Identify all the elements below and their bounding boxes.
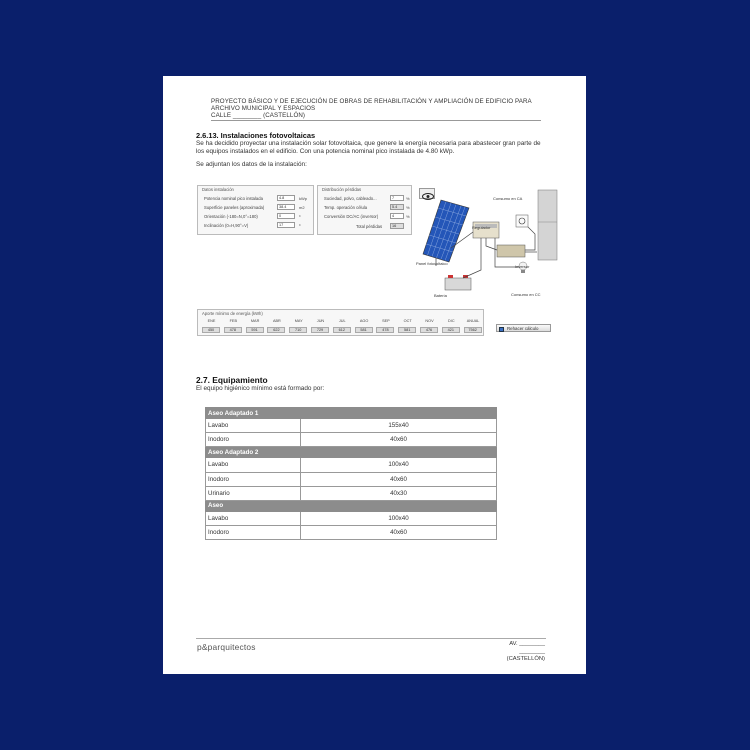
unit-label: % xyxy=(406,196,410,201)
distribucion-perdidas-panel xyxy=(317,185,412,235)
row-label: Potencia nominal pico instalada xyxy=(204,196,263,201)
pv-paragraph: Se ha decidido proyectar una instalación solar fotovoltaica, que genere la energía necesaria para abastecer gran parte de los equipos instalados en el edificio. Con una potencia nominal pico instalada de 4.80 kWp. xyxy=(196,140,541,155)
table-row xyxy=(206,433,497,447)
section-name: Aseo Adaptado 1 xyxy=(206,408,497,419)
inversor-icon xyxy=(497,245,525,257)
energy-month-label: JUN xyxy=(316,319,325,323)
section-name: Aseo xyxy=(206,500,497,511)
datos-instalacion-title: Datos instalación xyxy=(202,187,234,192)
energy-month-label: JUL xyxy=(338,319,346,323)
bateria-label: Batería xyxy=(434,293,447,298)
energy-value: 612 xyxy=(333,327,351,333)
footer-divider xyxy=(196,638,546,639)
installation-diagram xyxy=(411,182,561,304)
energy-value: 581 xyxy=(355,327,373,333)
inclinacion-input[interactable]: 17 xyxy=(277,222,295,228)
footer-address-line-1: AV. ________ xyxy=(509,641,545,647)
equipamiento-intro: El equipo higiénico mínimo está formado por: xyxy=(196,385,325,392)
orientacion-input[interactable]: 0 xyxy=(277,213,295,219)
panel-label: Panel fotovoltaico xyxy=(416,261,448,266)
header-line-1: PROYECTO BÁSICO Y DE EJECUCIÓN DE OBRAS DE REHABILITACIÓN Y AMPLIACIÓN DE EDIFICIO PARA xyxy=(211,98,532,105)
energy-month-label: NOV xyxy=(425,319,434,323)
energy-title: Aporte mínimo de energía (kWh) xyxy=(202,311,263,316)
energy-value: 591 xyxy=(246,327,264,333)
document-page xyxy=(163,76,586,674)
header-line-3: CALLE ________ (CASTELLÓN) xyxy=(211,112,306,120)
table-row xyxy=(206,458,497,472)
row-label: Superficie paneles (aproximada) xyxy=(204,205,265,210)
energy-month-label: ENE xyxy=(207,319,216,323)
section-title-pv: 2.6.13. Instalaciones fotovoltaicas xyxy=(196,131,316,140)
energy-month-label: SEP xyxy=(382,319,390,323)
energy-value: 710 xyxy=(289,327,307,333)
row-label: Orientación (-180=N,0°=180) xyxy=(204,214,258,219)
item-size: 40x60 xyxy=(301,472,497,486)
unit-label: º xyxy=(299,223,301,228)
row-label: Temp. operación célula xyxy=(324,205,368,210)
item-name: Inodoro xyxy=(206,433,301,447)
footer-address-line-2: ________ (CASTELLÓN) xyxy=(506,648,545,663)
unit-label: m2 xyxy=(299,205,305,210)
section-name: Aseo Adaptado 2 xyxy=(206,447,497,458)
table-row xyxy=(206,472,497,486)
total-perdidas-label: Total pérdidas xyxy=(356,224,383,229)
fridge-icon xyxy=(538,190,557,260)
item-size: 40x30 xyxy=(301,486,497,500)
perdidas-title: Distribución pérdidas xyxy=(322,187,362,192)
energy-value: 622 xyxy=(267,327,285,333)
item-size: 100x40 xyxy=(301,458,497,472)
energy-value: 476 xyxy=(420,327,438,333)
energy-month-label: MAY xyxy=(294,319,303,323)
energy-month-label: FEB xyxy=(229,319,237,323)
regulador-label: Regulador xyxy=(472,225,491,230)
document-header xyxy=(211,98,541,120)
energy-value: 478 xyxy=(376,327,394,333)
datos-instalacion-panel xyxy=(197,185,314,235)
item-size: 155x40 xyxy=(301,419,497,433)
table-row xyxy=(206,526,497,540)
energy-value: 7562 xyxy=(464,327,482,333)
bateria-icon xyxy=(445,275,471,290)
temp-operacion-field: 5.4 xyxy=(390,204,404,210)
energy-month-label: DIC xyxy=(448,319,455,323)
energy-month-label: OCT xyxy=(403,319,412,323)
header-line-2: ARCHIVO MUNICIPAL Y ESPACIOS xyxy=(211,105,316,113)
rehacer-calculo-label: Rehacer cálculo xyxy=(507,326,539,331)
section-title-equipamiento: 2.7. Equipamiento xyxy=(196,375,268,385)
footer-logo: p&parquitectos xyxy=(197,642,256,652)
pv-intro: Se adjuntan los datos de la instalación: xyxy=(196,161,307,168)
energy-panel xyxy=(197,309,484,336)
rehacer-calculo-button[interactable] xyxy=(496,324,551,332)
item-size: 40x60 xyxy=(301,433,497,447)
solar-panel-icon xyxy=(423,200,469,266)
energy-value: 581 xyxy=(398,327,416,333)
calculator-icon xyxy=(499,327,504,332)
row-label: Inclinación (0=H,90°=V) xyxy=(204,223,249,228)
energy-value: 478 xyxy=(224,327,242,333)
equipment-table xyxy=(205,407,497,540)
inversor-label: Inversor xyxy=(515,264,530,269)
unit-label: % xyxy=(406,214,410,219)
energy-month-label: ANUAL xyxy=(466,319,480,323)
energy-month-label: ABR xyxy=(272,319,281,323)
total-perdidas-field: 16 xyxy=(390,223,404,229)
superficie-input[interactable]: 38.4 xyxy=(277,204,295,210)
item-name: Lavabo xyxy=(206,419,301,433)
item-name: Inodoro xyxy=(206,472,301,486)
consumo-cc-label: Consumo en CC xyxy=(511,292,541,297)
item-size: 40x60 xyxy=(301,526,497,540)
table-section-header xyxy=(206,500,497,511)
energy-month-label: AGO xyxy=(359,319,369,323)
row-label: Suciedad, polvo, cableado... xyxy=(324,196,377,201)
energy-value: 421 xyxy=(442,327,460,333)
outlet-icon xyxy=(516,215,528,227)
row-label: Conversión DC/AC (inversor) xyxy=(324,214,379,219)
item-name: Inodoro xyxy=(206,526,301,540)
item-name: Lavabo xyxy=(206,511,301,525)
table-row xyxy=(206,419,497,433)
energy-month-label: MAR xyxy=(250,319,260,323)
table-row xyxy=(206,511,497,525)
header-divider xyxy=(211,120,541,121)
table-section-header xyxy=(206,447,497,458)
item-size: 100x40 xyxy=(301,511,497,525)
unit-label: % xyxy=(406,205,410,210)
consumo-ca-label: Consumo en CA xyxy=(493,196,523,201)
energy-value: 729 xyxy=(311,327,329,333)
unit-label: º xyxy=(299,214,301,219)
energy-value: 450 xyxy=(202,327,220,333)
potencia-input[interactable]: 4.8 xyxy=(277,195,295,201)
footer-address xyxy=(481,641,545,664)
suciedad-input[interactable]: 7 xyxy=(390,195,404,201)
item-name: Lavabo xyxy=(206,458,301,472)
table-row xyxy=(206,486,497,500)
unit-label: kWp xyxy=(299,196,307,201)
conversion-input[interactable]: 4 xyxy=(390,213,404,219)
item-name: Urinario xyxy=(206,486,301,500)
table-section-header xyxy=(206,408,497,419)
